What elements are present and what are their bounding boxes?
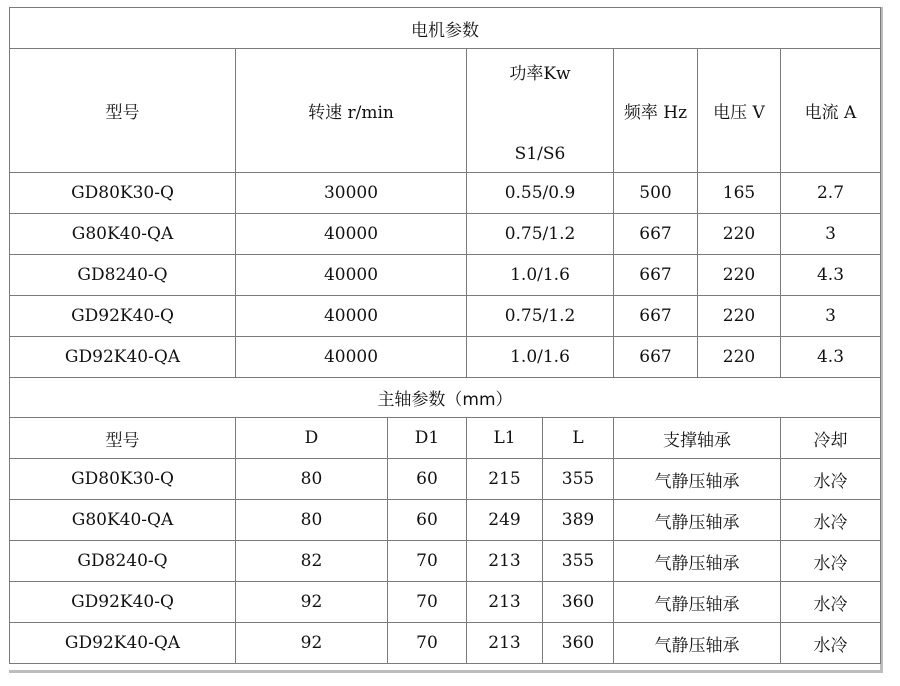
spindle-l1: 215: [467, 459, 543, 500]
spindle-cooling: 水冷: [781, 582, 881, 623]
motor-section-title: 电机参数: [10, 8, 881, 49]
motor-voltage: 220: [698, 255, 781, 296]
spindle-d: 92: [236, 582, 388, 623]
spindle-l1: 213: [467, 541, 543, 582]
motor-current: 3: [781, 214, 881, 255]
motor-model: GD92K40-Q: [10, 296, 236, 337]
spindle-d: 82: [236, 541, 388, 582]
motor-header-power-duty: S1/S6: [514, 144, 566, 164]
spindle-l: 389: [543, 500, 614, 541]
motor-speed: 40000: [236, 296, 467, 337]
spindle-d: 92: [236, 623, 388, 664]
spindle-model: GD92K40-QA: [10, 623, 236, 664]
motor-header-frequency: 频率 Hz: [614, 49, 698, 173]
motor-power: 0.75/1.2: [467, 296, 614, 337]
spindle-table-row: [10, 500, 881, 541]
spindle-cooling: 水冷: [781, 459, 881, 500]
motor-header-row: [10, 49, 881, 173]
motor-table-row: [10, 214, 881, 255]
motor-frequency: 667: [614, 255, 698, 296]
spindle-l: 355: [543, 541, 614, 582]
motor-header-voltage: 电压 V: [698, 49, 781, 173]
spindle-table-row: [10, 541, 881, 582]
spindle-table-row: [10, 459, 881, 500]
motor-model: G80K40-QA: [10, 214, 236, 255]
spindle-d1: 70: [388, 582, 467, 623]
spindle-l1: 213: [467, 582, 543, 623]
motor-model: GD8240-Q: [10, 255, 236, 296]
motor-header-power-unit: 功率Kw: [509, 64, 571, 84]
spindle-bearing: 气静压轴承: [614, 459, 781, 500]
motor-current: 4.3: [781, 255, 881, 296]
spindle-header-l1: L1: [467, 418, 543, 459]
motor-speed: 30000: [236, 173, 467, 214]
motor-title-row: [10, 8, 881, 49]
motor-header-power: [467, 49, 614, 173]
spindle-header-row: [10, 418, 881, 459]
spec-table: [9, 7, 881, 664]
motor-table-row: [10, 173, 881, 214]
spindle-d1: 70: [388, 541, 467, 582]
motor-power: 1.0/1.6: [467, 255, 614, 296]
motor-header-speed: 转速 r/min: [236, 49, 467, 173]
spindle-d: 80: [236, 459, 388, 500]
spindle-bearing: 气静压轴承: [614, 541, 781, 582]
spindle-model: GD80K30-Q: [10, 459, 236, 500]
spindle-header-cooling: 冷却: [781, 418, 881, 459]
motor-speed: 40000: [236, 255, 467, 296]
motor-voltage: 220: [698, 214, 781, 255]
spindle-header-model: 型号: [10, 418, 236, 459]
spindle-title-row: [10, 378, 881, 418]
spindle-model: G80K40-QA: [10, 500, 236, 541]
motor-power: 0.75/1.2: [467, 214, 614, 255]
spindle-header-bearing: 支撑轴承: [614, 418, 781, 459]
motor-table-row: [10, 337, 881, 378]
motor-current: 3: [781, 296, 881, 337]
motor-power: 1.0/1.6: [467, 337, 614, 378]
spindle-model: GD8240-Q: [10, 541, 236, 582]
motor-power: 0.55/0.9: [467, 173, 614, 214]
motor-speed: 40000: [236, 214, 467, 255]
spindle-header-d: D: [236, 418, 388, 459]
motor-table-row: [10, 296, 881, 337]
spindle-d: 80: [236, 500, 388, 541]
motor-frequency: 667: [614, 214, 698, 255]
spindle-model: GD92K40-Q: [10, 582, 236, 623]
spindle-d1: 60: [388, 500, 467, 541]
motor-model: GD80K30-Q: [10, 173, 236, 214]
motor-header-model: 型号: [10, 49, 236, 173]
spec-sheet: [9, 7, 880, 670]
spindle-l1: 213: [467, 623, 543, 664]
motor-voltage: 220: [698, 337, 781, 378]
motor-speed: 40000: [236, 337, 467, 378]
motor-frequency: 667: [614, 337, 698, 378]
spindle-table-row: [10, 623, 881, 664]
spindle-l: 355: [543, 459, 614, 500]
motor-current: 4.3: [781, 337, 881, 378]
spindle-d1: 70: [388, 623, 467, 664]
motor-table-row: [10, 255, 881, 296]
motor-frequency: 500: [614, 173, 698, 214]
spindle-header-l: L: [543, 418, 614, 459]
spindle-bearing: 气静压轴承: [614, 500, 781, 541]
spindle-cooling: 水冷: [781, 541, 881, 582]
spindle-l: 360: [543, 582, 614, 623]
spindle-l1: 249: [467, 500, 543, 541]
motor-header-current: 电流 A: [781, 49, 881, 173]
spindle-bearing: 气静压轴承: [614, 582, 781, 623]
spindle-table-row: [10, 582, 881, 623]
motor-model: GD92K40-QA: [10, 337, 236, 378]
spindle-section-title: 主轴参数（mm）: [10, 378, 881, 418]
spindle-l: 360: [543, 623, 614, 664]
motor-voltage: 165: [698, 173, 781, 214]
motor-current: 2.7: [781, 173, 881, 214]
motor-frequency: 667: [614, 296, 698, 337]
spindle-bearing: 气静压轴承: [614, 623, 781, 664]
motor-voltage: 220: [698, 296, 781, 337]
spindle-cooling: 水冷: [781, 500, 881, 541]
spindle-cooling: 水冷: [781, 623, 881, 664]
spindle-d1: 60: [388, 459, 467, 500]
table-shadow-bottom: [9, 670, 883, 673]
spindle-header-d1: D1: [388, 418, 467, 459]
